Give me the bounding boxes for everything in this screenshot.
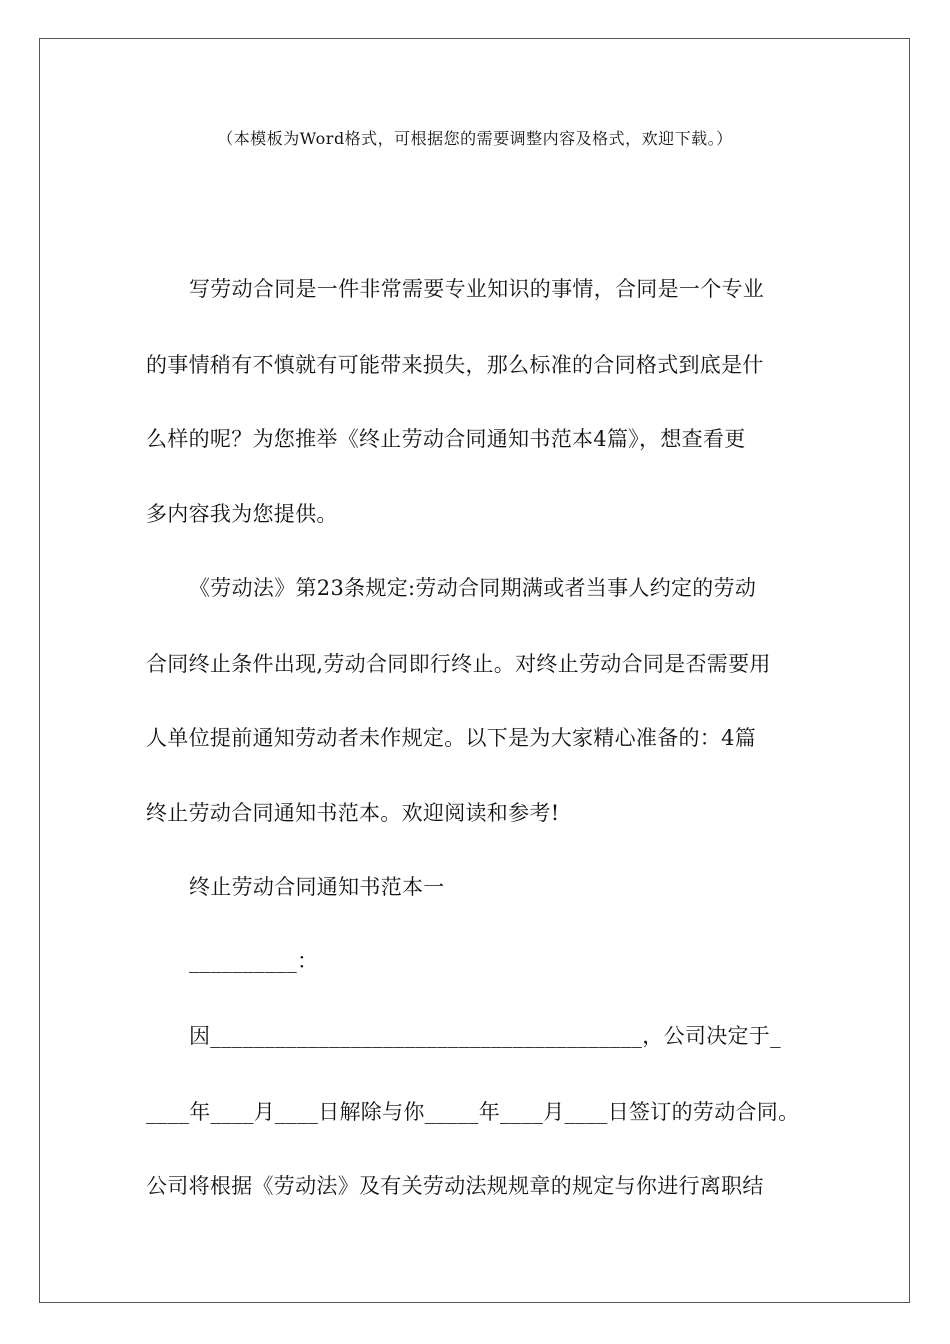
- intro-line-4: 多内容我为您提供。: [146, 502, 338, 526]
- law-line-1: 《劳动法》第23条规定:劳动合同期满或者当事人约定的劳动: [189, 576, 757, 600]
- notice-line-2: ____年____月____日解除与你_____年____月____日签订的劳动合同。: [146, 1100, 800, 1124]
- template-note: （本模板为Word格式，可根据您的需要调整内容及格式，欢迎下载。）: [217, 129, 733, 148]
- intro-line-2: 的事情稍有不慎就有可能带来损失，那么标准的合同格式到底是什: [146, 353, 764, 377]
- addressee-blank: __________：: [189, 949, 319, 973]
- notice-line-1: 因________________________________________，公司决定于_: [189, 1024, 781, 1048]
- notice-line-3: 公司将根据《劳动法》及有关劳动法规规章的规定与你进行离职结: [146, 1174, 764, 1198]
- intro-line-3: 么样的呢？为您推举《终止劳动合同通知书范本4篇》，想查看更: [146, 427, 746, 451]
- law-line-3: 人单位提前通知劳动者未作规定。以下是为大家精心准备的：4篇: [146, 726, 757, 750]
- intro-line-1: 写劳动合同是一件非常需要专业知识的事情，合同是一个专业: [189, 277, 765, 301]
- law-line-4: 终止劳动合同通知书范本。欢迎阅读和参考!: [146, 801, 560, 825]
- section-title: 终止劳动合同通知书范本一: [189, 875, 445, 899]
- law-line-2: 合同终止条件出现,劳动合同即行终止。对终止劳动合同是否需要用: [146, 652, 771, 676]
